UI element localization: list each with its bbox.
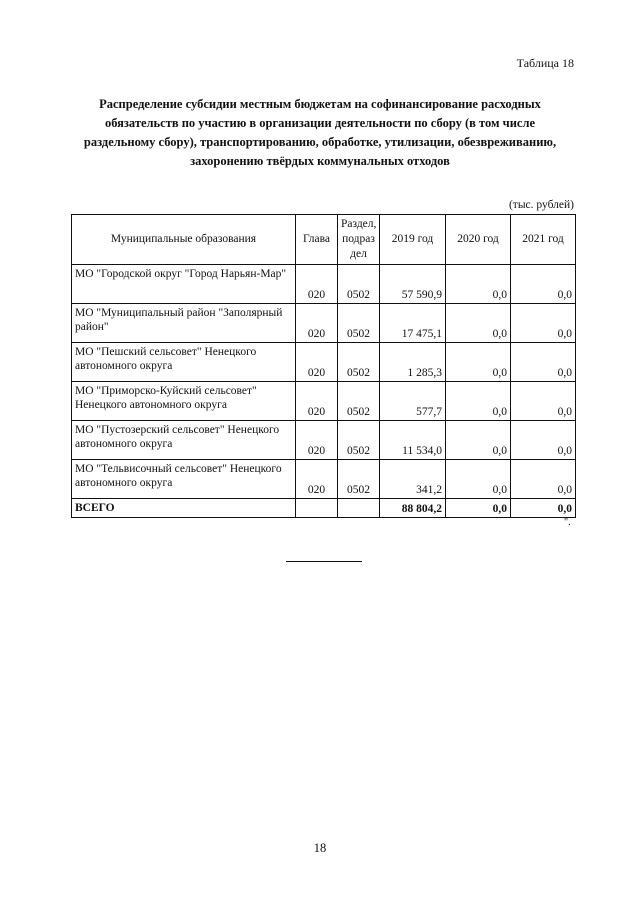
municipality-name: МО "Пешский сельсовет" Ненецкого автономного округа: [72, 343, 296, 382]
municipality-name: МО "Муниципальный район "Заполярный район": [72, 304, 296, 343]
value-2020: 0,0: [446, 382, 511, 421]
page-number: 18: [313, 841, 327, 855]
total-label: ВСЕГО: [72, 499, 296, 518]
value-2019: 57 590,9: [380, 265, 446, 304]
total-razdel-empty: [338, 499, 380, 518]
value-2019: 11 534,0: [380, 421, 446, 460]
total-glava-empty: [296, 499, 338, 518]
subsidy-table: [71, 214, 576, 518]
municipality-name: МО "Тельвисочный сельсовет" Ненецкого автономного округа: [72, 460, 296, 499]
document-title: Распределение субсидии местным бюджетам на софинансирование расходных обязательств по участию в организации деятельности по сбору (в том числе раздельному сбору), транспортированию, обработке, утилизации, обезвреживанию, захоронению твёрдых коммунальных отходов: [83, 97, 557, 168]
table-row: [72, 421, 576, 460]
glava-cell: 020: [296, 421, 338, 460]
column-header-name: Муниципальные образования: [72, 215, 296, 265]
razdel-cell: 0502: [338, 460, 380, 499]
municipality-name: МО "Городской округ "Город Нарьян-Мар": [72, 265, 296, 304]
municipality-name: МО "Пустозерский сельсовет" Ненецкого автономного округа: [72, 421, 296, 460]
column-header-2019: 2019 год: [380, 215, 446, 265]
table-row: [72, 343, 576, 382]
value-2020: 0,0: [446, 304, 511, 343]
value-2019: 1 285,3: [380, 343, 446, 382]
column-header-razdel: Раздел, подраз дел: [338, 215, 380, 265]
razdel-cell: 0502: [338, 343, 380, 382]
total-2019: 88 804,2: [380, 499, 446, 518]
value-2021: 0,0: [511, 265, 576, 304]
table-row: [72, 382, 576, 421]
column-header-2021: 2021 год: [511, 215, 576, 265]
value-2021: 0,0: [511, 382, 576, 421]
value-2020: 0,0: [446, 343, 511, 382]
glava-cell: 020: [296, 343, 338, 382]
glava-cell: 020: [296, 304, 338, 343]
units-label: (тыс. рублей): [508, 199, 574, 211]
value-2020: 0,0: [446, 460, 511, 499]
table-row: [72, 265, 576, 304]
value-2021: 0,0: [511, 343, 576, 382]
value-2020: 0,0: [446, 265, 511, 304]
value-2020: 0,0: [446, 421, 511, 460]
razdel-cell: 0502: [338, 265, 380, 304]
table-header-row: [72, 215, 576, 265]
table-row: [72, 304, 576, 343]
closing-quote: ".: [564, 517, 571, 528]
total-2020: 0,0: [446, 499, 511, 518]
value-2019: 577,7: [380, 382, 446, 421]
value-2021: 0,0: [511, 421, 576, 460]
column-header-2020: 2020 год: [446, 215, 511, 265]
table-label: Таблица 18: [516, 56, 574, 70]
value-2021: 0,0: [511, 304, 576, 343]
glava-cell: 020: [296, 265, 338, 304]
total-row: [72, 499, 576, 518]
table-row: [72, 460, 576, 499]
razdel-cell: 0502: [338, 304, 380, 343]
value-2019: 341,2: [380, 460, 446, 499]
razdel-cell: 0502: [338, 382, 380, 421]
column-header-glava: Глава: [296, 215, 338, 265]
separator-line: [286, 561, 362, 562]
razdel-cell: 0502: [338, 421, 380, 460]
total-2021: 0,0: [511, 499, 576, 518]
glava-cell: 020: [296, 382, 338, 421]
value-2019: 17 475,1: [380, 304, 446, 343]
value-2021: 0,0: [511, 460, 576, 499]
municipality-name: МО "Приморско-Куйский сельсовет" Ненецкого автономного округа: [72, 382, 296, 421]
glava-cell: 020: [296, 460, 338, 499]
